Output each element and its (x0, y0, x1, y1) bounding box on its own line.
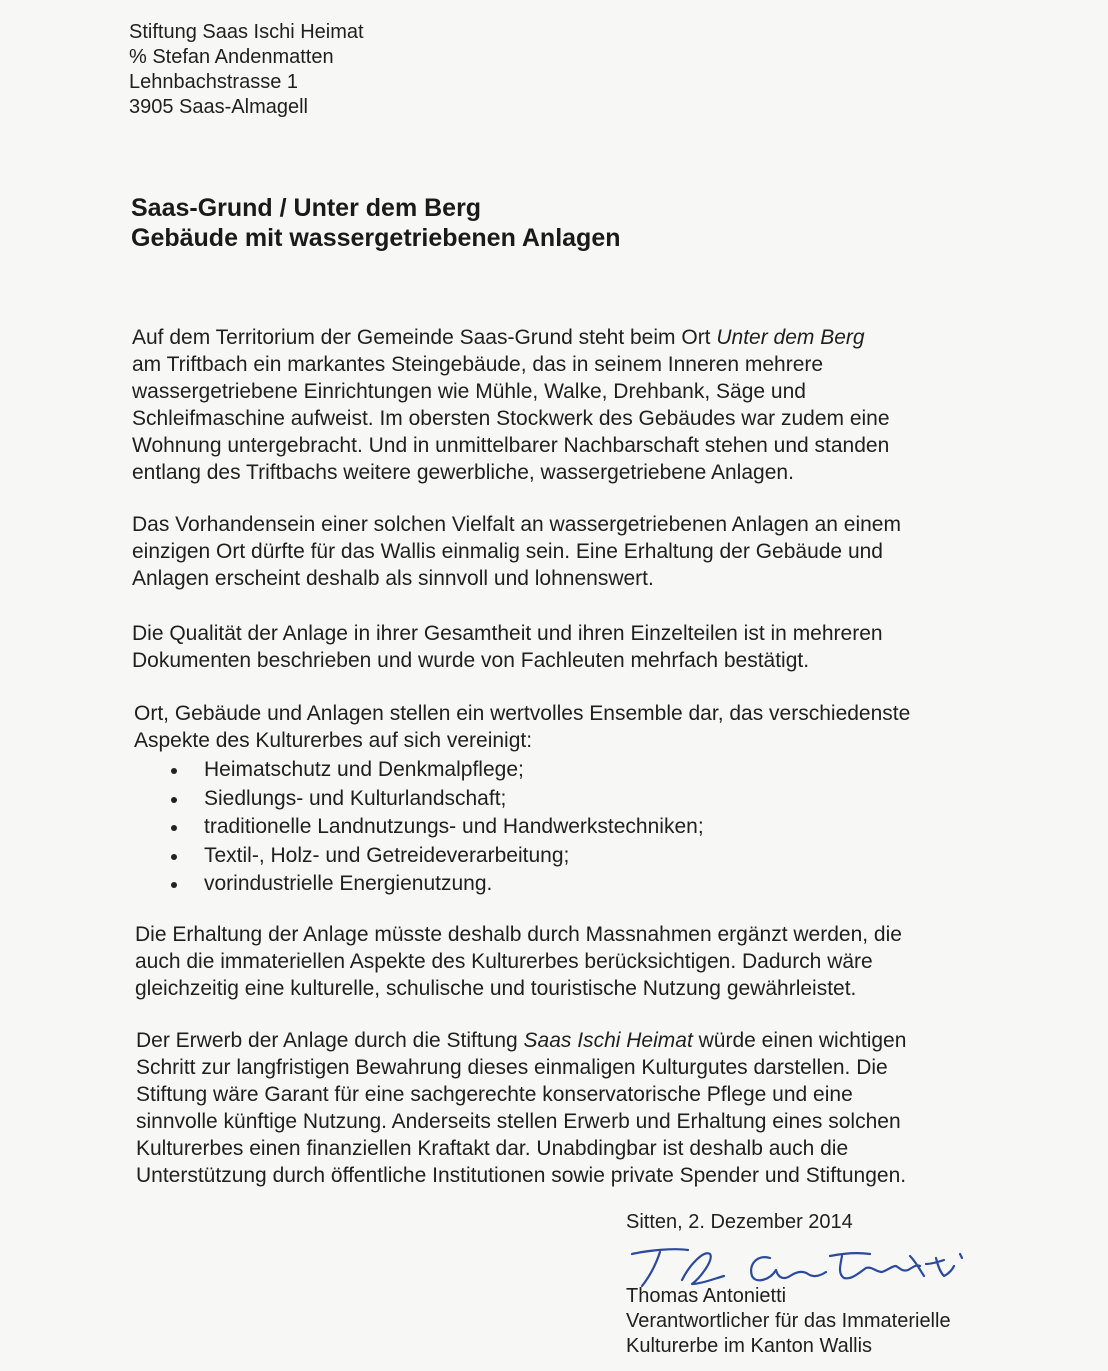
list-item: Heimatschutz und Denkmalpflege; (166, 756, 704, 785)
sender-name: Stiftung Saas Ischi Heimat (129, 21, 364, 43)
sender-street: Lehnbachstrasse 1 (129, 71, 299, 93)
sender-city: 3905 Saas-Almagell (129, 96, 308, 118)
paragraph-line: Stiftung wäre Garant für eine sachgerechte konservatorische Pflege und eine (136, 1083, 853, 1106)
paragraph-1 (132, 324, 1012, 486)
text-span: Auf dem Territorium der Gemeinde Saas-Grund steht beim Ort (132, 326, 717, 349)
paragraph-line: Das Vorhandensein einer solchen Vielfalt an wassergetriebenen Anlagen an einem (132, 513, 901, 536)
signer-block (626, 1284, 951, 1359)
paragraph-line: Anlagen erscheint deshalb als sinnvoll und lohnenswert. (132, 567, 654, 590)
list-item: vorindustrielle Energienutzung. (166, 870, 704, 899)
title-line-1: Saas-Grund / Unter dem Berg (131, 194, 482, 222)
paragraph-line (132, 324, 1012, 351)
paragraph-line: Unterstützung durch öffentliche Institutionen sowie private Spender und Stiftungen. (136, 1164, 907, 1187)
paragraph-line: sinnvolle künftige Nutzung. Anderseits stellen Erwerb und Erhaltung eines solchen (136, 1110, 901, 1133)
list-item: Siedlungs- und Kulturlandschaft; (166, 785, 704, 814)
paragraph-line: auch die immateriellen Aspekte des Kulturerbes berücksichtigen. Dadurch wäre (135, 950, 873, 973)
letter-title (131, 193, 621, 253)
paragraph-line: gleichzeitig eine kulturelle, schulische und touristische Nutzung gewährleistet. (135, 977, 857, 1000)
place-name-italic: Unter dem Berg (716, 326, 865, 349)
paragraph-line: Ort, Gebäude und Anlagen stellen ein wertvolles Ensemble dar, das verschiedenste (134, 702, 911, 725)
paragraph-3 (132, 620, 1012, 674)
paragraph-line: entlang des Triftbachs weitere gewerbliche, wassergetriebene Anlagen. (132, 461, 794, 484)
paragraph-line: Dokumenten beschrieben und wurde von Fachleuten mehrfach bestätigt. (132, 649, 810, 672)
paragraph-line: am Triftbach ein markantes Steingebäude, das in seinem Inneren mehrere (132, 353, 824, 376)
list-item: traditionelle Landnutzungs- und Handwerkstechniken; (166, 813, 704, 842)
text-span: Der Erwerb der Anlage durch die Stiftung (136, 1029, 524, 1052)
sender-address (129, 20, 364, 120)
paragraph-2 (132, 511, 1012, 592)
heritage-aspects-list (166, 756, 704, 899)
paragraph-4 (134, 700, 1014, 754)
signer-role-line-2: Kulturerbe im Kanton Wallis (626, 1335, 873, 1357)
text-span: würde einen wichtigen (692, 1029, 907, 1052)
paragraph-line: einzigen Ort dürfte für das Wallis einmalig sein. Eine Erhaltung der Gebäude und (132, 540, 883, 563)
paragraph-line: Wohnung untergebracht. Und in unmittelbarer Nachbarschaft stehen und standen (132, 434, 890, 457)
paragraph-5 (135, 921, 1015, 1002)
foundation-name-italic: Saas Ischi Heimat (523, 1029, 693, 1052)
paragraph-line: wassergetriebene Einrichtungen wie Mühle, Walke, Drehbank, Säge und (132, 380, 806, 403)
paragraph-line: Aspekte des Kulturerbes auf sich vereinigt: (134, 729, 533, 752)
paragraph-line (136, 1027, 1016, 1054)
paragraph-line: Die Qualität der Anlage in ihrer Gesamtheit und ihren Einzelteilen ist in mehreren (132, 622, 883, 645)
paragraph-line: Kulturerbes einen finanziellen Kraftakt dar. Unabdingbar ist deshalb auch die (136, 1137, 849, 1160)
paragraph-line: Schritt zur langfristigen Bewahrung dieses einmaligen Kulturgutes darstellen. Die (136, 1056, 888, 1079)
signer-name: Thomas Antonietti (626, 1285, 787, 1307)
signer-role-line-1: Verantwortlicher für das Immaterielle (626, 1310, 951, 1332)
list-item: Textil-, Holz- und Getreideverarbeitung; (166, 842, 704, 871)
paragraph-line: Die Erhaltung der Anlage müsste deshalb durch Massnahmen ergänzt werden, die (135, 923, 902, 946)
sender-contact: % Stefan Andenmatten (129, 46, 334, 68)
place-and-date: Sitten, 2. Dezember 2014 (626, 1211, 853, 1233)
paragraph-line: Schleifmaschine aufweist. Im obersten Stockwerk des Gebäudes war zudem eine (132, 407, 890, 430)
paragraph-6 (136, 1027, 1016, 1189)
title-line-2: Gebäude mit wassergetriebenen Anlagen (131, 224, 621, 252)
